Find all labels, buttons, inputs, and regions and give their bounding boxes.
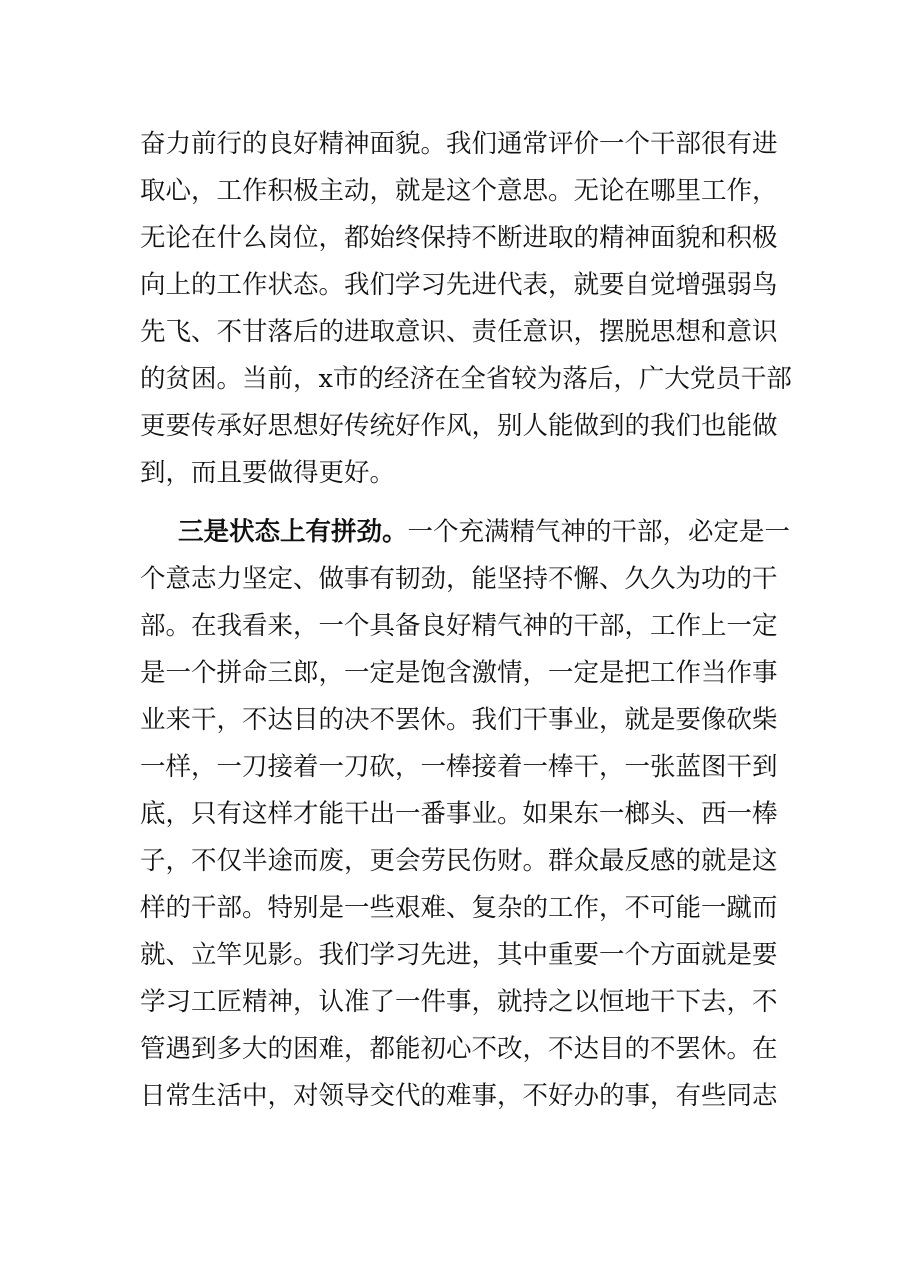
paragraph-first-line <box>178 512 791 552</box>
paragraph-line: 取心，工作积极主动，就是这个意思。无论在哪里工作， <box>140 176 778 206</box>
paragraph-line: 到，而且要做得更好。 <box>140 458 396 488</box>
paragraph-line: 部。在我看来，一个具备良好精气神的干部，工作上一定 <box>140 611 778 641</box>
paragraph-line: 学习工匠精神，认准了一件事，就持之以恒地干下去，不 <box>140 987 778 1017</box>
paragraph-line: 无论在什么岗位，都始终保持不断进取的精神面貌和积极 <box>140 223 778 253</box>
paragraph-line: 是一个拼命三郎，一定是饱含激情，一定是把工作当作事 <box>140 658 778 688</box>
paragraph-line-text: 一个充满精气神的干部，必定是一 <box>407 517 791 547</box>
paragraph-line: 业来干，不达目的决不罢休。我们干事业，就是要像砍柴 <box>140 705 778 735</box>
paragraph-lead-heading: 三是状态上有拼劲。 <box>178 517 408 547</box>
paragraph-line: 底，只有这样才能干出一番事业。如果东一榔头、西一棒 <box>140 799 778 829</box>
paragraph-line: 奋力前行的良好精神面貌。我们通常评价一个干部很有进 <box>140 129 778 159</box>
paragraph-line: 的贫困。当前，x市的经济在全省较为落后，广大党员干部 <box>140 364 792 394</box>
paragraph-line: 更要传承好思想好传统好作风，别人能做到的我们也能做 <box>140 411 778 441</box>
paragraph-line: 一样，一刀接着一刀砍，一棒接着一棒干，一张蓝图干到 <box>140 752 778 782</box>
paragraph-line: 个意志力坚定、做事有韧劲，能坚持不懈、久久为功的干 <box>140 564 778 594</box>
paragraph-line: 子，不仅半途而废，更会劳民伤财。群众最反感的就是这 <box>140 846 778 876</box>
paragraph-line: 向上的工作状态。我们学习先进代表，就要自觉增强弱鸟 <box>140 270 778 300</box>
paragraph-line: 日常生活中，对领导交代的难事，不好办的事，有些同志 <box>140 1081 778 1111</box>
paragraph-line: 先飞、不甘落后的进取意识、责任意识，摆脱思想和意识 <box>140 317 778 347</box>
paragraph-line: 样的干部。特别是一些艰难、复杂的工作，不可能一蹴而 <box>140 893 778 923</box>
paragraph-line: 就、立竿见影。我们学习先进，其中重要一个方面就是要 <box>140 940 778 970</box>
paragraph-line: 管遇到多大的困难，都能初心不改，不达目的不罢休。在 <box>140 1034 778 1064</box>
